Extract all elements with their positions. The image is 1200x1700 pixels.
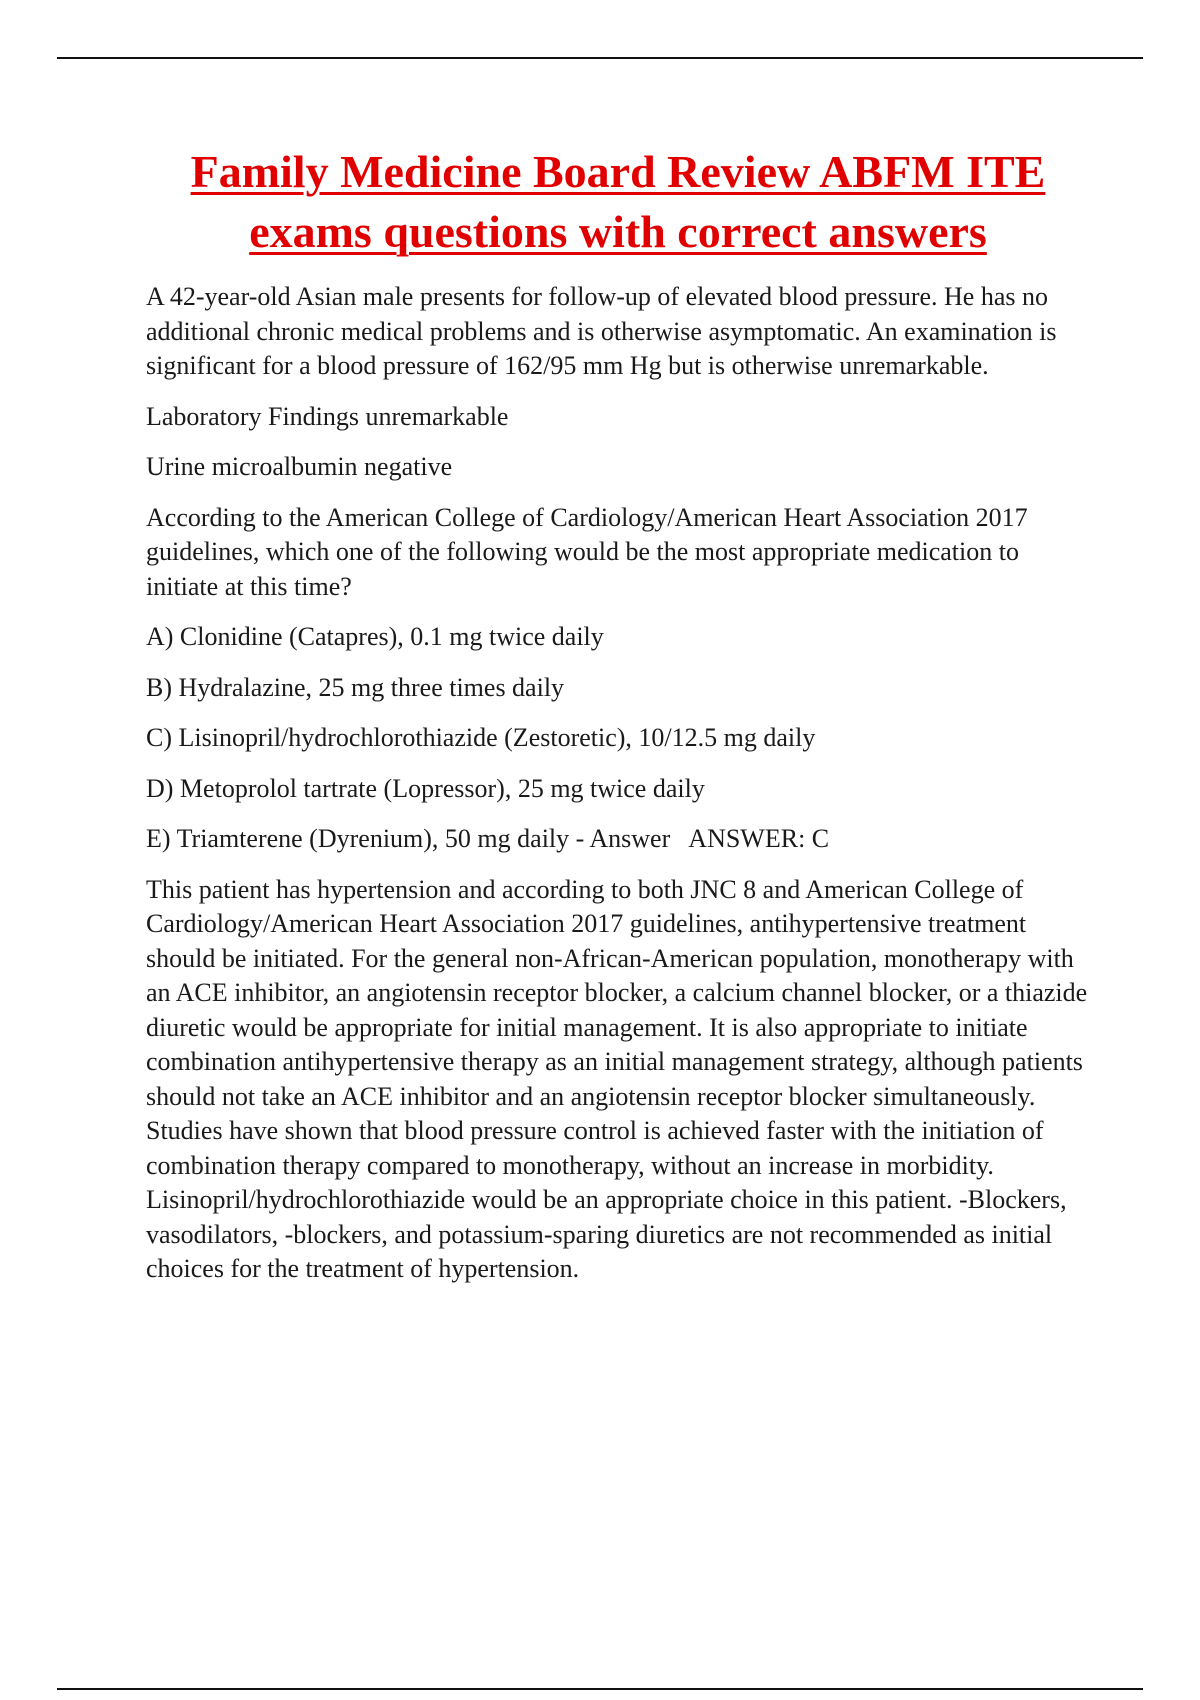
answer-explanation: This patient has hypertension and according to both JNC 8 and American College of Cardiology/American Heart Association 2017 guidelines, antihypertensive treatment should be initiated. For the general non-African-American population, monotherapy with an ACE inhibitor, an angiotensin receptor blocker, a calcium channel blocker, or a thiazide diuretic would be appropriate for initial management. It is also appropriate to initiate combination antihypertensive therapy as an initial management strategy, although patients should not take an ACE inhibitor and an angiotensin receptor blocker simultaneously. Studies have shown that blood pressure control is achieved faster with the initiation of combination therapy compared to monotherapy, without an increase in morbidity. Lisinopril/hydrochlorothiazide would be an appropriate choice in this patient. -Blockers, vasodilators, -blockers, and potassium-sparing diuretics are not recommended as initial choices for the treatment of hypertension. bbox=[146, 874, 1088, 1283]
question-stem: A 42-year-old Asian male presents for follow-up of elevated blood pressure. He has no additional chronic medical problems and is otherwise asymptomatic. An examination is significant for a blood pressure of 162/95 mm Hg but is otherwise unremarkable. bbox=[146, 282, 1057, 380]
option-a: A) Clonidine (Catapres), 0.1 mg twice daily bbox=[146, 622, 604, 651]
option-d: D) Metoprolol tartrate (Lopressor), 25 mg twice daily bbox=[146, 773, 705, 803]
option-c: C) Lisinopril/hydrochlorothiazide (Zestoretic), 10/12.5 mg daily bbox=[146, 723, 816, 752]
header-rule bbox=[57, 57, 1143, 59]
document-title bbox=[120, 142, 1116, 262]
question-content bbox=[146, 280, 1092, 1301]
option-e-with-answer: E) Triamterene (Dyrenium), 50 mg daily - Answer ANSWER: C bbox=[146, 824, 830, 853]
urine-finding: Urine microalbumin negative bbox=[146, 452, 453, 481]
title-line-1: Family Medicine Board Review ABFM ITE bbox=[190, 146, 1046, 197]
lab-findings: Laboratory Findings unremarkable bbox=[146, 401, 509, 431]
option-b: B) Hydralazine, 25 mg three times daily bbox=[146, 672, 565, 702]
footer-rule bbox=[57, 1688, 1143, 1690]
title-line-2: exams questions with correct answers bbox=[249, 206, 987, 257]
question-prompt: According to the American College of Cardiology/American Heart Association 2017 guidelines, which one of the following would be the most appropriate medication to initiate at this time? bbox=[146, 502, 1028, 601]
